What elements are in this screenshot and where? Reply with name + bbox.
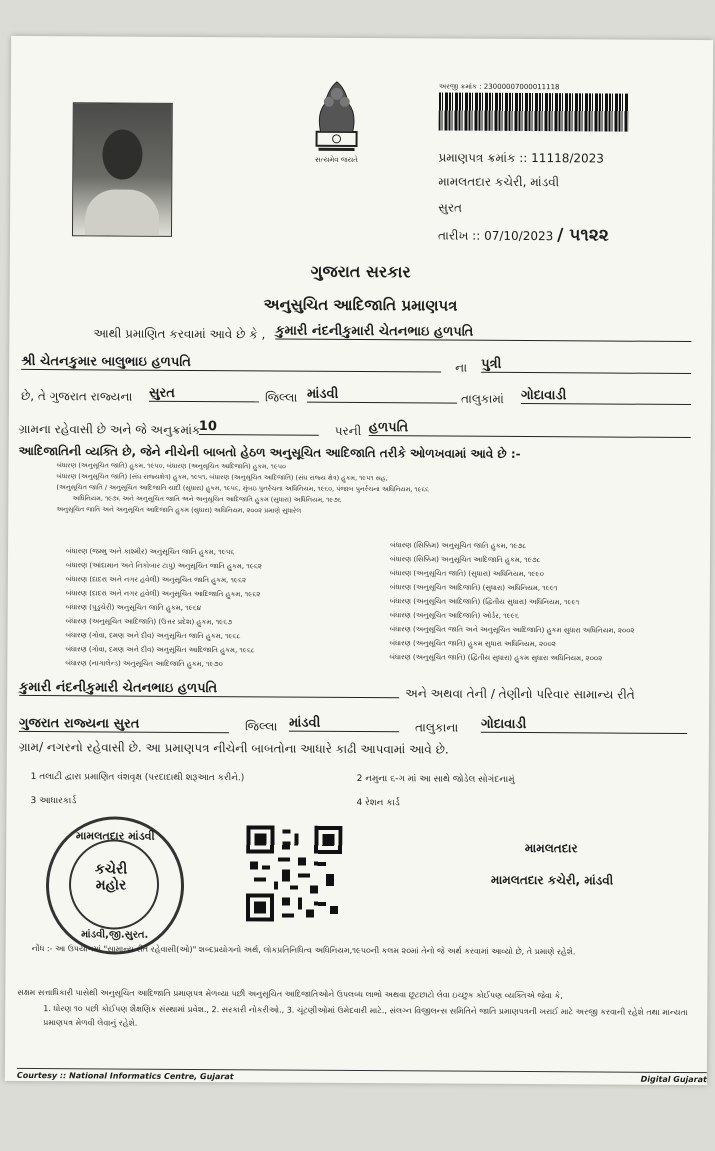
acts-right-column	[389, 538, 690, 666]
note-benefits: સક્ષમ સત્તાધિકારી પાસેથી અનુસૂચિત આદિજાતિ પ્રમાણપત્ર મેળવ્યા પછી અનુસૂચિત આદિજાતિઓને ઉપલબ્ધ લાભો અથવા છૂટછાટો લેવા ઇચ્છુક કોઈપણ વ્યક્તિએ જેવા કે,	[17, 987, 563, 1001]
act-item: બંધારણ (અનુસૂચિત આદિજાતિ) ઓર્ડર, ૧૯૯૬	[389, 611, 519, 620]
act-item: બંધારણ (અનુસૂચિત જાતિ) હુકમ સુધારા અધિનિયમ, ૨૦૦૨	[389, 639, 556, 649]
act-item: બંધારણ (અનુસૂચિત આદિજાતિ) (ઉત્તર પ્રદેશ) હુકમ, ૧૯૬૭	[65, 617, 233, 627]
act-item: બંધારણ (દાદરા અને નગર હવેલી) અનુસૂચિત આદિજાતિ હુકમ, ૧૯૬૨	[65, 589, 261, 599]
act-item: બંધારણ (સિક્કિમ) અનુસૂચિત જાતિ હુકમ, ૧૯૭૮	[390, 541, 527, 551]
caste-value: હળપતિ	[369, 420, 691, 438]
signature-title: મામલતદાર	[524, 841, 578, 856]
certificate-title: અનુસુચિત આદિજાતિ પ્રમાણપત્ર	[263, 295, 458, 315]
act-item: બંધારણ (જમ્મુ અને કાશ્મીર) અનુસૂચિત જાતિ હુકમ, ૧૯૫૬	[66, 547, 235, 557]
act-item: બંધારણ (અનુસૂચિત આદિજાતિ) (સુધારા) અધિનિયમ, ૧૯૯૧	[389, 583, 558, 593]
act-item: બંધારણ (અનુસૂચિત આદિજાતિ) (દ્વિતીય સુધારા) અધિનિયમ, ૧૯૯૧	[389, 597, 580, 607]
applicant-photo	[72, 102, 173, 237]
qr-code	[246, 825, 343, 922]
act-line: અધિનિયમ, ૧૯૭૬ અને અનુસૂચિત જાતિ અને અનુસૂચિત આદિજાતિ હુકમ (સુધારા) અધિનિયમ, ૧૯૭૬	[72, 494, 342, 504]
act-item: બંધારણ (અનુસૂચિત જાતિ અને અનુસૂચિત આદિજાતિ) હુકમ સુધારા અધિનિયમ, ૨૦૦૨	[389, 625, 635, 635]
basis-item: 4 રેશન કાર્ડ	[356, 797, 400, 809]
issuing-office: મામલતદાર કચેરી, માંડવી	[438, 174, 560, 190]
village-value: ગોદાવાડી	[521, 388, 691, 405]
certify-text: આથી પ્રમાણિત કરવામાં આવે છે કે ,	[93, 326, 266, 342]
act-item: બંધારણ (ગોવા, દમણ અને દીવ) અનુસૂચિત જાતિ હુકમ, ૧૯૬૮	[65, 631, 241, 641]
act-item: બંધારણ (પુડુચેરી) અનુસૂચિત જાતિ હુકમ, ૧૯૬૪	[65, 603, 202, 613]
act-item: બંધારણ (અનુસૂચિત જાતિ) (સુધારા) અધિનિયમ, ૧૯૯૦	[389, 569, 544, 579]
basis-item: 3 આધારકાર્ડ	[30, 795, 77, 807]
district-value: સુરત	[149, 386, 259, 403]
footer	[17, 1068, 707, 1084]
government-title: ગુજરાત સરકાર	[310, 261, 411, 282]
handwritten-number: / ૫૧૨૨	[557, 225, 609, 246]
taluka-repeat: માંડવી	[289, 716, 399, 733]
state-district: ગુજરાત રાજ્યના સુરત	[19, 716, 229, 733]
signature-office: મામલતદાર કચેરી, માંડવી	[490, 872, 614, 888]
applicant-name: કુમારી નંદનીકુમારી ચેતનભાઇ હળપતિ	[275, 323, 691, 342]
father-name: શ્રી ચેતનકુમાર બાલુભાઇ હળપતિ	[21, 354, 441, 373]
act-line: (અનુસૂચિત જાતિ / અનુસૂચિત આદિજાતિ યાદી (સુધારા) હુકમ, ૧૯૫૬, મુંબઇ પુનર્રચના અધિનિયમ, ૧૯૬૦, પંજાબ પુનર્રચના અધિનિયમ, ૧૯૬૬	[56, 483, 429, 494]
basis-item: 2 નમુના ૬-ગ માં આ સાથે જોડેલ સોગંદનામું	[356, 773, 515, 785]
note-residency: નોંધ :- આ ઉપયોગમાં "સામાન્ય રીતે રહેવાસી(ઓ)" શબ્દપ્રયોગનો અર્થ, લોકપ્રતિનિધિત્વ અધિનિયમ,૧૯૫૦ની કલમ ૨૦માં તેનો જે અર્થ કરવામાં આવ્યો છે, તે પ્રમાણે રહેશે.	[31, 944, 576, 957]
basis-text: ગ્રામ/ નગરનો રહેવાસી છે. આ પ્રમાણપત્ર નીચેની બાબતોના આધારે કાઢી આપવામાં આવે છે.	[18, 739, 449, 757]
footer-courtesy: Courtesy :: National Informatics Centre, Gujarat	[16, 1070, 234, 1082]
recognized-text: આદિજાતિની વ્યક્તિ છે, જેને નીચેની બાબતો હેઠળ અનુસૂચિત આદિજાતિ તરીકે ઓળખવામાં આવે છે :-	[18, 443, 521, 461]
applicant-name-repeat: કુમારી નંદનીકુમારી ચેતનભાઇ હળપતિ	[19, 680, 399, 698]
act-line: બંધારણ (અનુસૂચિત જાતિ) હુકમ, ૧૯૫૦, બંધારણ (અનુસૂચિત આદિજાતિ) હુકમ, ૧૯૫૦	[56, 461, 286, 471]
act-item: બંધારણ (અનુસૂચિત જાતિ) (દ્વિતીય સુધારા) હુકમ સુધારા અધિનિયમ, ૨૦૦૨	[389, 653, 603, 663]
barcode-label: અરજી ક્રમાંક : 23000007000011118	[438, 82, 560, 92]
serial-number: 10	[199, 419, 319, 436]
act-item: બંધારણ (ગોવા, દમણ અને દીવ) અનુસૂચિત આદિજાતિ હુકમ, ૧૯૬૮	[65, 645, 255, 655]
office-seal: મામલતદાર માંડવી કચેરી મહોર માંડવી,જી.સુરત.	[46, 816, 185, 955]
issuing-place: સુરત	[438, 200, 463, 215]
acts-list	[56, 460, 696, 519]
relation: પુત્રી	[481, 357, 691, 374]
act-line: અનુસૂચિત જાતિ અને અનુસૂચિત આદિજાતિ હુકમ (સુધારા) અધિનિયમ, ૨૦૦૨ પ્રમાણે સુધારેલ	[56, 505, 302, 515]
footer-brand: Digital Gujarat	[640, 1074, 707, 1085]
act-item: બંધારણ (સિક્કિમ) અનુસૂચિત આદિજાતિ હુકમ, ૧૯૭૮	[389, 555, 541, 565]
act-item: બંધારણ (આંદામાન અને નિકોબાર ટાપુ) અનુસૂચિત જાતિ હુકમ, ૧૯૬૨	[65, 561, 262, 571]
acts-left-column	[65, 544, 366, 672]
certificate-number: પ્રમાણપત્ર ક્રમાંક :: 11118/2023	[438, 150, 605, 166]
emblem-motto: સત્યમેવ જયતે	[314, 155, 358, 164]
issue-date: તારીખ :: 07/10/2023 / ૫૧૨૨	[437, 225, 609, 246]
act-item: બંધારણ (નાગાલેન્ડ) અનુસૂચિત આદિજાતિ હુકમ, ૧૯૭૦	[65, 659, 223, 669]
act-item: બંધારણ (દાદરા અને નગર હવેલી) અનુસૂચિત જાતિ હુકમ, ૧૯૬૨	[65, 575, 247, 585]
barcode	[439, 92, 629, 131]
certificate-sheet: સત્યમેવ જયતે અરજી ક્રમાંક : 23000007000011118 પ્રમાણપત્ર ક્રમાંક :: 11118/2023 મામલતદાર કચેરી, માંડવી સુરત તારીખ :: 07/10/2023 / ૫૧૨૨ ગુજરાત સરકાર અનુસુચિત આદિજાતિ પ્રમાણપત્ર આથી પ્રમાણિત કરવામાં આવે છે કે , કુમારી નંદનીકુમારી ચેતનભાઇ હળપતિ શ્રી ચેતનકુમાર બાલુભાઇ હળપતિ ના પુત્રી છે, તે ગુજરાત રાજ્યના સુરત જિલ્લા માંડવી તાલુકામાં ગોદાવાડી ગ્રામના રહેવાસી છે અને જે અનુક્રમાંક 10 પરની હળપતિ આદિજાતિની વ્યક્તિ છે, જેને નીચેની બાબતો હેઠળ અનુસૂચિત આદિજાતિ તરીકે ઓળખવામાં આવે છે :- બંધારણ (અનુસૂચિત જાતિ) હુકમ, ૧૯૫૦, બંધારણ (અનુસૂચિત આદિજાતિ) હુકમ, ૧૯૫૦ બંધારણ (અનુસૂચિત જાતિ) (સંઘ રાજ્યક્ષેત્ર) હુકમ, ૧૯૫૧, બંધારણ (અનુસૂચિત આદિજાતિ) (સંઘ રાજ્ય ક્ષેત્ર) હુકમ, ૧૯૫૧ સહ, (અનુસૂચિત જાતિ / અનુસૂચિત આદિજાતિ યાદી (સુધારા) હુકમ, ૧૯૫૬, મુંબઇ પુનર્રચના અધિનિયમ, ૧૯૬૦, પંજાબ પુનર્રચના અધિનિયમ, ૧૯૬૬ અધિનિયમ, ૧૯૭૬ અને અનુસૂચિત જાતિ અને અનુસૂચિત આદિજાતિ હુકમ (સુધારા) અધિનિયમ, ૧૯૭૬ અનુસૂચિત જાતિ અને અનુસૂચિત આદિજાતિ હુકમ (સુધારા) અધિનિયમ, ૨૦૦૨ પ્રમાણે સુધારેલ બંધારણ (જમ્મુ અને કાશ્મીર) અનુસૂચિત જાતિ હુકમ, ૧૯૫૬ બંધારણ (આંદામાન અને નિકોબાર ટાપુ) અનુસૂચિત જાતિ હુકમ, ૧૯૬૨ બંધારણ (દાદરા અને નગર હવેલી) અનુસૂચિત જાતિ હુકમ, ૧૯૬૨ બંધારણ (દાદરા અને નગર હવેલી) અનુસૂચિત આદિજાતિ હુકમ, ૧૯૬૨ બંધારણ (પુડુચેરી) અનુસૂચિત જાતિ હુકમ, ૧૯૬૪ બંધારણ (અનુસૂચિત આદિજાતિ) (ઉત્તર પ્રદેશ) હુકમ, ૧૯૬૭ બંધારણ (ગોવા, દમણ અને દીવ) અનુસૂચિત જાતિ હુકમ, ૧૯૬૮ બંધારણ (ગોવા, દમણ અને દીવ) અનુસૂચિત આદિજાતિ હુકમ, ૧૯૬૮ બંધારણ (નાગાલેન્ડ) અનુસૂચિત આદિજાતિ હુકમ, ૧૯૭૦ બંધારણ (સિક્કિમ) અનુસૂચિત જાતિ હુકમ, ૧૯૭૮ બંધારણ (સિક્કિમ) અનુસૂચિત આદિજાતિ હુકમ, ૧૯૭૮ બંધારણ (અનુસૂચિત જાતિ) (સુધારા) અધિનિયમ, ૧૯૯૦ બંધારણ (અનુસૂચિત આદિજાતિ) (સુધારા) અધિનિયમ, ૧૯૯૧ બંધારણ (અનુસૂચિત આદિજાતિ) (દ્વિતીય સુધારા) અધિનિયમ, ૧૯૯૧ બંધારણ (અનુસૂચિત આદિજાતિ) ઓર્ડર, ૧૯૯૬ બંધારણ (અનુસૂચિત જાતિ અને અનુસૂચિત આદિજાતિ) હુકમ સુધારા અધિનિયમ, ૨૦૦૨ બંધારણ (અનુસૂચિત જાતિ) હુકમ સુધારા અધિનિયમ, ૨૦૦૨ બંધારણ (અનુસૂચિત જાતિ) (દ્વિતીય સુધારા) હુકમ સુધારા અધિનિયમ, ૨૦૦૨ કુમારી નંદનીકુમારી ચેતનભાઇ હળપતિ અને અથવા તેની / તેણીનો પરિવાર સામાન્ય રીતે ગુજરાત રાજ્યના સુરત જિલ્લા માંડવી તાલુકાના ગોદાવાડી ગ્રામ/ નગરનો રહેવાસી છે. આ પ્રમાણપત્ર નીચેની બાબતોના આધારે કાઢી આપવામાં આવે છે. 1 તલાટી દ્વારા પ્રમાણિત વંશવૃક્ષ (પરદાદાથી શરૂઆત કરીને.) 2 નમુના ૬-ગ માં આ સાથે જોડેલ સોગંદનામું 3 આધારકાર્ડ 4 રેશન કાર્ડ મામલતદાર માંડવી કચેરી મહોર માંડવી,જી.સુરત. મામલતદાર મામલતદાર કચેરી, માંડવી નોંધ :- આ ઉપયોગમાં "સામાન્ય રીતે રહેવાસી(ઓ)" શબ્દપ્રયોગનો અર્થ, લોકપ્રતિનિધિત્વ અધિનિયમ,૧૯૫૦ની કલમ ૨૦માં તેનો જે અર્થ કરવામાં આવ્યો છે, તે પ્રમાણે રહેશે. સક્ષમ સત્તાધિકારી પાસેથી અનુસૂચિત આદિજાતિ પ્રમાણપત્ર મેળવ્યા પછી અનુસૂચિત આદિજાતિઓને ઉપલબ્ધ લાભો અથવા છૂટછાટો લેવા ઇચ્છુક કોઈપણ વ્યક્તિએ જેવા કે, 1. ધોરણ ૧૦ પછી કોઈપણ શૈક્ષણિક સંસ્થામાં પ્રવેશ., 2. સરકારી નોકરીઓ., 3. ચૂંટણીઓમાં ઉમેદવારી માટે., સંલગ્ન વિજીલન્સ સમિતિને જાતિ પ્રમાણપત્રની ખરાઈ માટે અરજી કરવાની રહેશે તથા માન્યતા પ્રમાણપત્ર મેળવી લેવાનું રહેશે. Courtesy :: National Informatics Centre, Gujarat Digital Gujarat	[5, 36, 713, 1085]
village-repeat: ગોદાવાડી	[481, 717, 687, 734]
note-purposes: 1. ધોરણ ૧૦ પછી કોઈપણ શૈક્ષણિક સંસ્થામાં પ્રવેશ., 2. સરકારી નોકરીઓ., 3. ચૂંટણીઓમાં ઉમેદવારી માટે., સંલગ્ન વિજીલન્સ સમિતિને જાતિ પ્રમાણપત્રની ખરાઈ માટે અરજી કરવાની રહેશે તથા માન્યતા પ્રમાણપત્ર મેળવી લેવાનું રહેશે.	[43, 1004, 688, 1028]
national-emblem-icon	[306, 74, 367, 158]
taluka-value: માંડવી	[307, 387, 457, 404]
basis-item: 1 તલાટી દ્વારા પ્રમાણિત વંશવૃક્ષ (પરદાદાથી શરૂઆત કરીને.)	[30, 771, 245, 784]
act-line: બંધારણ (અનુસૂચિત જાતિ) (સંઘ રાજ્યક્ષેત્ર) હુકમ, ૧૯૫૧, બંધારણ (અનુસૂચિત આદિજાતિ) (સંઘ રાજ્ય ક્ષેત્ર) હુકમ, ૧૯૫૧ સહ,	[56, 472, 388, 483]
